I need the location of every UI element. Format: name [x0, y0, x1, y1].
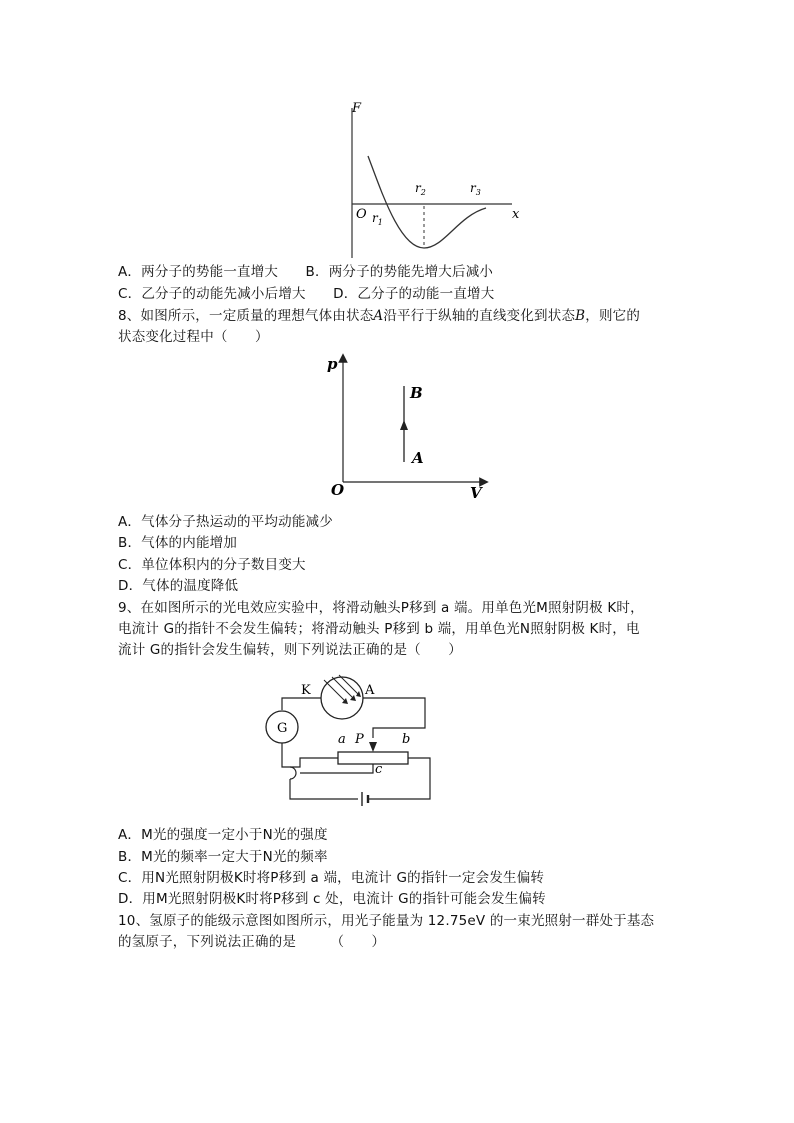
q8-state-a: A [373, 308, 384, 324]
q8-option-b: B．气体的内能增加 [118, 535, 238, 551]
x-axis-label: x [512, 207, 520, 222]
q7-options-cd: C．乙分子的动能先减小后增大 D．乙分子的动能一直增大 [118, 286, 495, 302]
wire-bottom [290, 779, 358, 799]
q8-state-b: B [575, 308, 586, 324]
wire-c-tap [300, 764, 373, 773]
v-axis-label: V [470, 484, 482, 502]
pv-diagram [322, 352, 494, 502]
anode-label: A [365, 683, 375, 698]
wire-top-left [282, 698, 321, 710]
r3-label: $r_3$ [470, 181, 481, 197]
f-axis-label: F [352, 101, 362, 116]
wire-crossover [290, 767, 296, 779]
q10-stem-line2: 的氢原子，下列说法正确的是 （ ） [118, 934, 386, 950]
r2-label: $r_2$ [415, 181, 426, 197]
wire-rheostat-left [290, 758, 338, 767]
cathode-label: K [301, 683, 311, 698]
q9-stem-line2: 电流计 G的指针不会发生偏转；将滑动触头 P移到 b 端，用单色光N照射阴极 K时，电 [118, 621, 640, 637]
light-ray-1 [324, 680, 346, 702]
q9-stem-line1: 9、在如图所示的光电效应实验中，将滑动触头P移到 a 端。用单色光M照射阴极 K时， [118, 600, 644, 616]
pv-origin-label: O [331, 481, 345, 499]
direction-arrow [400, 420, 408, 430]
slider-arrow [369, 742, 377, 752]
q9-option-c: C．用N光照射阴极K时将P移到 a 端，电流计 G的指针一定会发生偏转 [118, 870, 545, 886]
q8-option-a: A．气体分子热运动的平均动能减少 [118, 514, 333, 530]
q9-option-b: B．M光的频率一定大于N光的频率 [118, 849, 328, 865]
end-b-label: b [402, 732, 411, 747]
q8-stem-mid: 沿平行于纵轴的直线变化到状态 [383, 308, 576, 324]
rheostat [338, 752, 408, 764]
q8-stem-pre: 8、如图所示，一定质量的理想气体由状态 [118, 308, 374, 324]
p-axis-label: p [327, 355, 338, 373]
q8-option-c: C．单位体积内的分子数目变大 [118, 557, 306, 573]
q8-stem-post: ，则它的 [585, 308, 641, 324]
q9-option-d: D．用M光照射阴极K时将P移到 c 处，电流计 G的指针可能会发生偏转 [118, 891, 546, 907]
q8-stem-line1 [118, 307, 640, 325]
q9-stem-line3: 流计 G的指针会发生偏转，则下列说法正确的是（ ） [118, 642, 462, 658]
light-ray-2 [332, 677, 354, 699]
origin-label: O [356, 207, 367, 222]
q7-options-ab: A．两分子的势能一直增大 B．两分子的势能先增大后减小 [118, 264, 494, 280]
point-b-label: B [410, 384, 423, 402]
photoelectric-circuit [262, 672, 438, 810]
galvanometer-label: G [277, 721, 288, 736]
point-a-label: A [412, 449, 424, 467]
r1-label: $r_1$ [372, 211, 383, 227]
force-curve [368, 156, 486, 248]
q9-option-a: A．M光的强度一定小于N光的强度 [118, 827, 328, 843]
force-distance-graph [340, 98, 535, 263]
q10-stem-line1: 10、氢原子的能级示意图如图所示，用光子能量为 12.75eV 的一束光照射一群处于基态 [118, 913, 655, 929]
end-a-label: a [338, 732, 346, 747]
slider-p-label: P [355, 732, 364, 747]
wire-top-right [363, 698, 425, 738]
point-c-label: c [375, 762, 383, 777]
q8-stem-line2: 状态变化过程中（ ） [118, 329, 269, 345]
wire-left [282, 743, 290, 767]
q8-option-d: D．气体的温度降低 [118, 578, 239, 594]
